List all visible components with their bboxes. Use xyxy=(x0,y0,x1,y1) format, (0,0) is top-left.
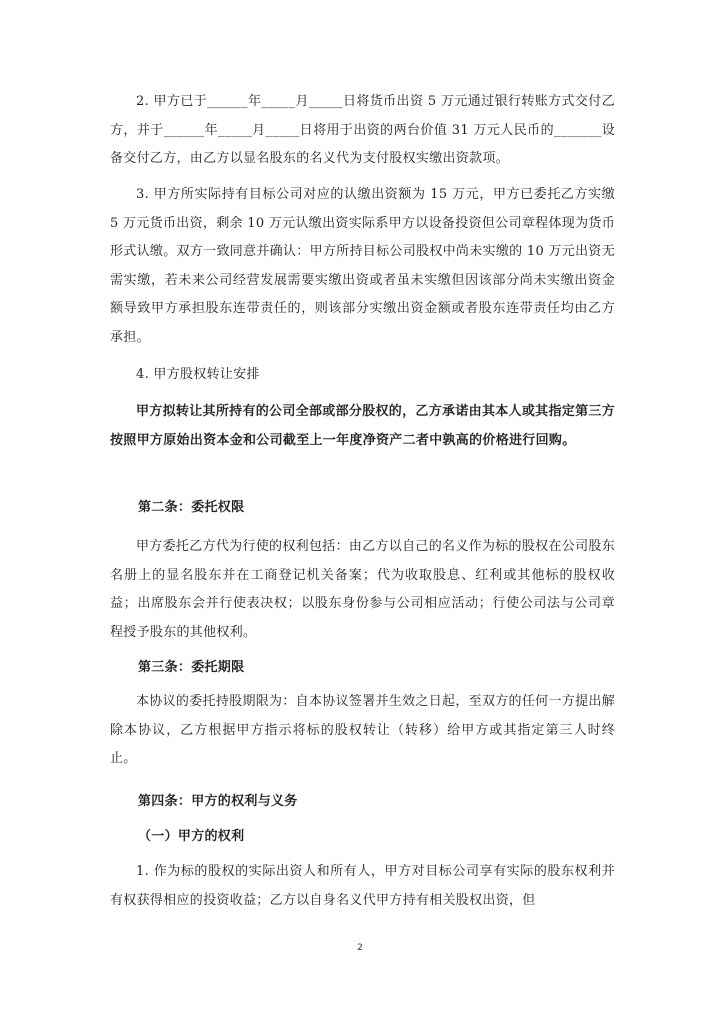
article-3-heading: 第三条：委托期限 xyxy=(138,660,245,675)
paragraph-subscribed-capital: 3. 甲方所实际持有目标公司对应的认缴出资额为 15 万元，甲方已委托乙方实缴 5 万元货币出资，剩余 10 万元认缴出资实际系甲方以设备投资但公司章程体现为货币形式认缴。双方一致同意并确认：甲方所持目标公司股权中尚未实缴的 10 万元出资无需实缴，若未来公司经营发展需要实缴出资或者虽未实缴但因该部分尚未实缴出资金额导致甲方承担股东连带责任的，则该部分实缴出资金额或者股东连带责任均由乙方承担。 xyxy=(110,187,615,345)
article-2-heading: 第二条：委托权限 xyxy=(138,500,245,515)
paragraph-equity-transfer-title: 4. 甲方股权转让安排 xyxy=(136,367,260,382)
article-4-heading: 第四条：甲方的权利与义务 xyxy=(138,794,298,809)
article-4-subheading-rights: （一）甲方的权利 xyxy=(138,829,245,844)
paragraph-capital-contribution: 2. 甲方已于______年_____月_____日将货币出资 5 万元通过银行转账方式交付乙方，并于______年_____月_____日将用于出资的两台价值 31 万元人民币的_______设备交付乙方，由乙方以显名股东的名义代为支付股权实缴出资款项。 xyxy=(110,94,615,166)
article-3-body: 本协议的委托持股期限为：自本协议签署并生效之日起，至双方的任何一方提出解除本协议，乙方根据甲方指示将标的股权转让（转移）给甲方或其指定第三人时终止。 xyxy=(110,694,615,766)
page-number: 2 xyxy=(357,943,363,953)
article-2-body: 甲方委托乙方代为行使的权利包括：由乙方以自己的名义作为标的股权在公司股东名册上的显名股东并在工商登记机关备案；代为收取股息、红利或其他标的股权收益；出席股东会并行使表决权；以股东身份参与公司相应活动；行使公司法与公司章程授予股东的其他权利。 xyxy=(110,539,615,640)
paragraph-equity-transfer-body: 甲方拟转让其所持有的公司全部或部分股权的，乙方承诺由其本人或其指定第三方按照甲方原始出资本金和公司截至上一年度净资产二者中孰高的价格进行回购。 xyxy=(110,404,615,448)
article-4-item-1: 1. 作为标的股权的实际出资人和所有人，甲方对目标公司享有实际的股东权利并有权获得相应的投资收益；乙方以自身名义代甲方持有相关股权出资，但 xyxy=(110,864,615,908)
